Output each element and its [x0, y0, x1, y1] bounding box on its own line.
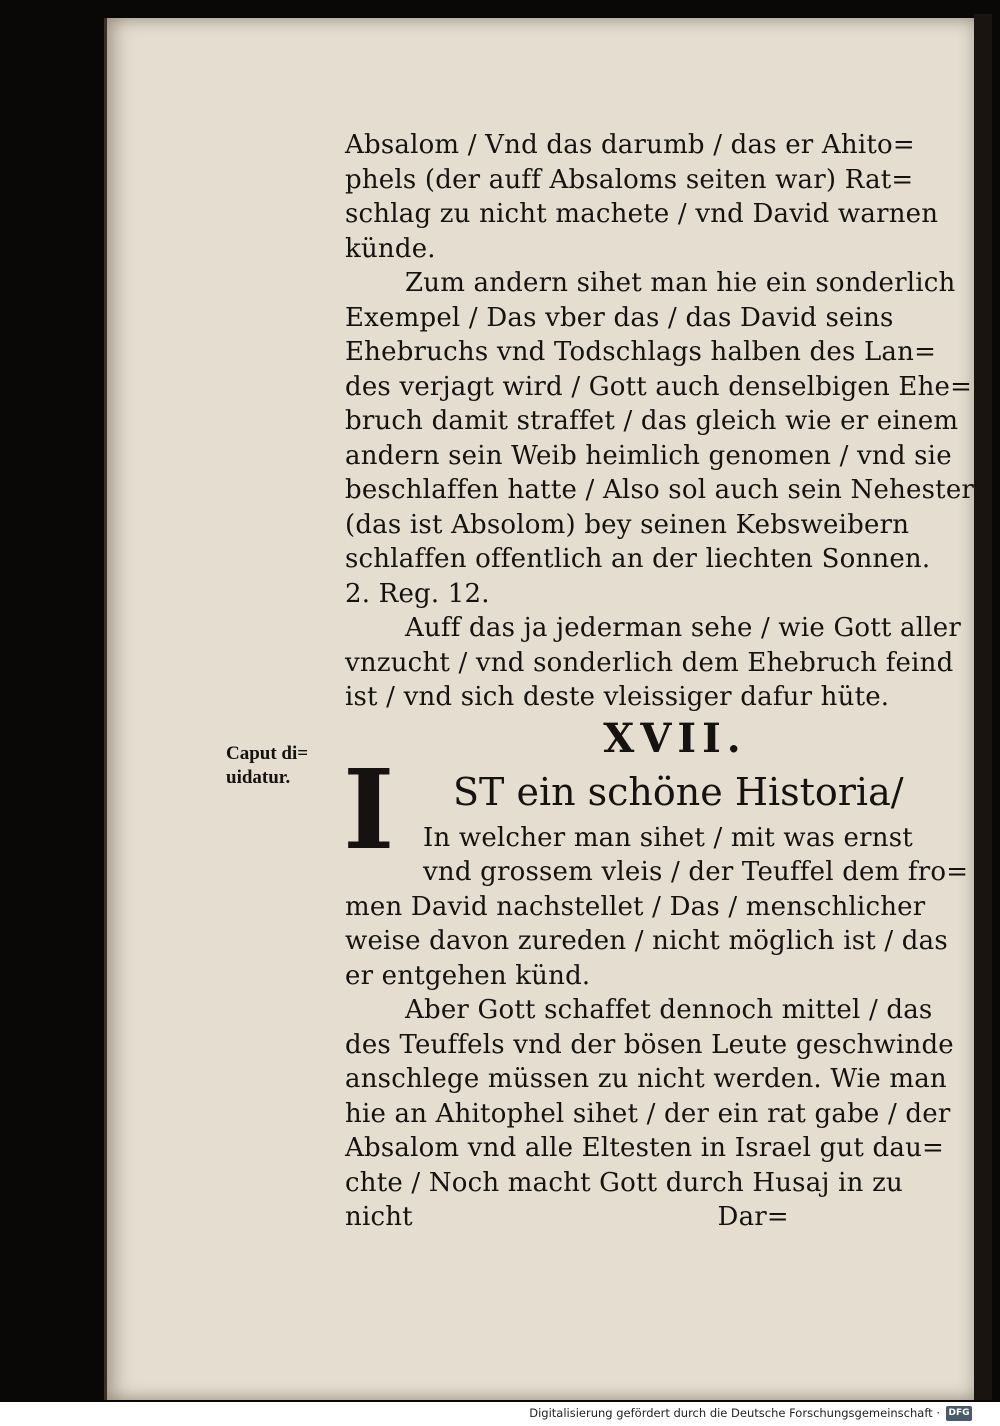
- chapter-heading: XVII.: [603, 714, 747, 762]
- footer-text: Digitalisierung gefördert durch die Deutsche Forschungsgemeinschaft ·: [529, 1406, 940, 1420]
- text-line: hie an Ahitophel sihet / der ein rat gabe / der: [345, 1098, 951, 1129]
- text-line: er entgehen künd.: [345, 960, 591, 991]
- margin-note-line: uidatur.: [226, 767, 291, 788]
- text-line: weise davon zureden / nicht möglich ist / das: [345, 926, 948, 956]
- text-line: vnd grossem vleis / der Teuffel dem fro=: [423, 857, 969, 887]
- text-line: Zum andern sihet man hie ein sonderlich: [405, 268, 956, 298]
- text-line: Ehebruchs vnd Todschlags halben des Lan=: [345, 337, 937, 367]
- text-line: ST ein schöne Historia/: [453, 769, 904, 814]
- scripture-reference: 2. Reg. 12.: [345, 578, 490, 609]
- text-line: des Teuffels vnd der bösen Leute geschwinde: [345, 1029, 954, 1060]
- decorated-initial: I: [343, 744, 395, 874]
- text-line: Auff das ja jederman sehe / wie Gott aller: [405, 613, 961, 643]
- margin-note-line: Caput di=: [226, 743, 309, 764]
- text-line: beschlaffen hatte / Also sol auch sein Nehester: [345, 475, 975, 505]
- text-line: phels (der auff Absaloms seiten war) Rat=: [345, 164, 914, 195]
- text-line: (das ist Absolom) bey seinen Kebsweibern: [345, 509, 910, 540]
- catchword-line: nicht Dar=: [345, 1202, 789, 1232]
- text-line: anschlege müssen zu nicht werden. Wie man: [345, 1064, 947, 1094]
- text-line: schlag zu nicht machete / vnd David warnen: [345, 199, 939, 229]
- text-line: Exempel / Das vber das / das David seins: [345, 302, 894, 333]
- text-line: andern sein Weib heimlich genomen / vnd sie: [345, 440, 952, 471]
- text-line: chte / Noch macht Gott durch Husaj in zu: [345, 1167, 903, 1198]
- text-line: vnzucht / vnd sonderlich dem Ehebruch feind: [345, 647, 954, 678]
- text-line: men David nachstellet / Das / menschlicher: [345, 891, 926, 922]
- text-line: In welcher man sihet / mit was ernst: [423, 822, 913, 853]
- text-line: Absalom / Vnd das darumb / das er Ahito=: [345, 130, 915, 160]
- main-text: [343, 128, 975, 1235]
- dfg-logo-icon: DFG: [946, 1406, 972, 1421]
- digitization-footer: [529, 1403, 972, 1423]
- margin-note: [226, 742, 346, 790]
- text-line: ist / vnd sich deste vleissiger dafur hüte.: [345, 682, 890, 712]
- text-line: des verjagt wird / Gott auch denselbigen Ehe=: [345, 371, 973, 402]
- page-edge: [974, 14, 992, 1400]
- text-line: künde.: [345, 233, 436, 264]
- text-line: Absalom vnd alle Eltesten in Israel gut dau=: [345, 1133, 945, 1163]
- text-line: schlaffen offentlich an der liechten Sonnen.: [345, 544, 931, 574]
- text-line: bruch damit straffet / das gleich wie er einem: [345, 406, 959, 436]
- text-line: Aber Gott schaffet dennoch mittel / das: [405, 995, 933, 1025]
